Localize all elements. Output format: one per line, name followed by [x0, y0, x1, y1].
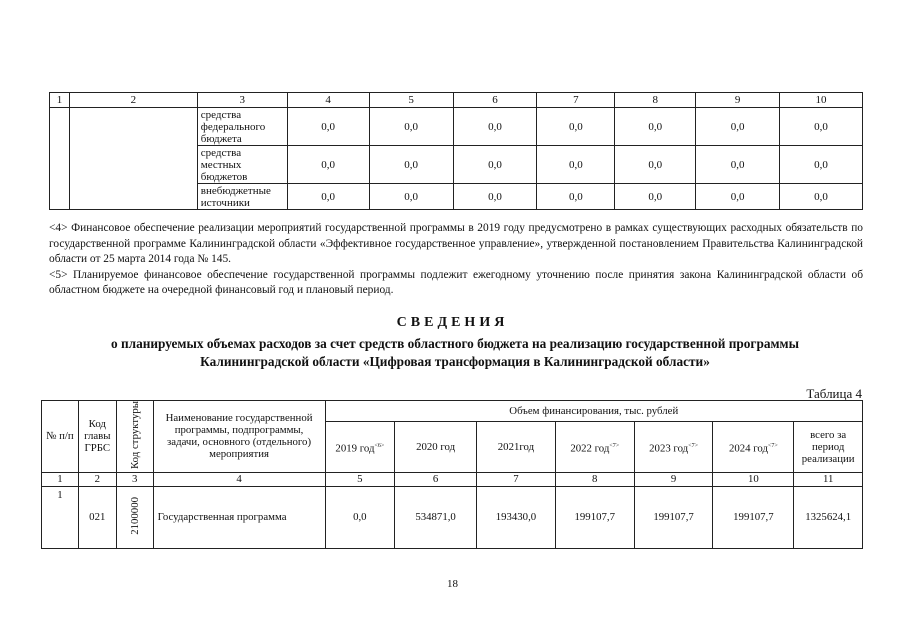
column-index: 9: [634, 472, 713, 486]
footnote-5: <5> Планируемое финансовое обеспечение государственной программы подлежит ежегодному уточнению после принятия закона Калининградской области об областном бюджете на очередной финансовый год и плановый период.: [49, 268, 863, 296]
header-total: всего за период реализации: [794, 422, 863, 473]
value-cell: 0,0: [696, 184, 780, 210]
source-cell: [197, 108, 287, 146]
row-value: 199107,7: [555, 486, 634, 548]
row-value: 1325624,1: [794, 486, 863, 548]
footnote-4: <4> Финансовое обеспечение реализации мероприятий государственной программы в 2019 году предусмотрено в рамках существующих расходных обязательств по государственной программе Калининградской области «Эффективное государственное управление», утвержденной постановлением Правительства Калининградской области от 25 марта 2014 года № 145.: [49, 222, 863, 265]
table-row: [42, 486, 863, 548]
value-cell: 0,0: [537, 184, 615, 210]
row-number: 1: [42, 486, 79, 548]
row-value: 193430,0: [477, 486, 556, 548]
column-number: 2: [69, 93, 197, 108]
header-year: 2021год: [477, 422, 556, 473]
source-line: местных: [200, 158, 242, 171]
source-line: средства: [200, 108, 242, 121]
table-label: Таблица 4: [806, 386, 862, 401]
column-number: 1: [50, 93, 70, 108]
header-program-name: Наименование государственной программы, подпрограммы, задачи, основного (отдельного) мероприятия: [153, 401, 325, 473]
column-index: 3: [116, 472, 153, 486]
column-number: 10: [780, 93, 863, 108]
column-index: 8: [555, 472, 634, 486]
index-row: [42, 472, 863, 486]
header-year: 2022 год$^{<7>}$: [555, 422, 634, 473]
financing-sources-table: [49, 92, 863, 210]
row-value: 534871,0: [395, 486, 477, 548]
empty-cell: [69, 108, 197, 210]
header-row: [42, 401, 863, 422]
header-number: № п/п: [42, 401, 79, 473]
header-year: 2023 год$^{<7>}$: [634, 422, 713, 473]
empty-cell: [50, 108, 70, 210]
value-cell: 0,0: [780, 108, 863, 146]
value-cell: 0,0: [287, 146, 369, 184]
column-number: 7: [537, 93, 615, 108]
source-cell: [197, 184, 287, 210]
row-grbs-code: 021: [78, 486, 116, 548]
row-structure-code-text: 2100000: [128, 497, 141, 535]
value-cell: 0,0: [696, 146, 780, 184]
column-number: 6: [453, 93, 537, 108]
value-cell: 0,0: [537, 108, 615, 146]
source-line: бюджетов: [200, 170, 248, 183]
column-index: 5: [325, 472, 395, 486]
value-cell: 0,0: [780, 184, 863, 210]
value-cell: 0,0: [287, 184, 369, 210]
document-heading: СВЕДЕНИЯ: [396, 315, 509, 330]
column-index: 6: [395, 472, 477, 486]
header-grbs-code: Код главы ГРБС: [78, 401, 116, 473]
value-cell: 0,0: [780, 146, 863, 184]
table-row: [50, 108, 863, 146]
source-cell: [197, 146, 287, 184]
value-cell: 0,0: [369, 146, 453, 184]
column-index: 2: [78, 472, 116, 486]
value-cell: 0,0: [615, 184, 696, 210]
source-line: внебюджетные: [200, 184, 271, 197]
source-line: бюджета: [200, 132, 242, 145]
column-number: 9: [696, 93, 780, 108]
column-number: 8: [615, 93, 696, 108]
header-financing-volume: Объем финансирования, тыс. рублей: [325, 401, 862, 422]
column-index: 11: [794, 472, 863, 486]
column-number: 3: [197, 93, 287, 108]
column-index: 7: [477, 472, 556, 486]
value-cell: 0,0: [537, 146, 615, 184]
header-year: 2024 год$^{<7>}$: [713, 422, 794, 473]
source-line: источники: [200, 196, 250, 209]
value-cell: 0,0: [369, 108, 453, 146]
page-number: 18: [447, 578, 458, 590]
source-line: федерального: [200, 120, 266, 133]
footnotes: [49, 221, 863, 299]
budget-expenditure-table: [41, 400, 863, 549]
value-cell: 0,0: [615, 146, 696, 184]
header-structure-code-text: Код структуры: [128, 401, 141, 469]
header-structure-code: [116, 401, 153, 473]
column-index: 10: [713, 472, 794, 486]
row-program-name: Государственная программа: [153, 486, 325, 548]
header-year: 2020 год: [395, 422, 477, 473]
column-number: 5: [369, 93, 453, 108]
value-cell: 0,0: [615, 108, 696, 146]
column-index: 1: [42, 472, 79, 486]
column-index: 4: [153, 472, 325, 486]
column-number: 4: [287, 93, 369, 108]
heading-subtitle-line1: о планируемых объемах расходов за счет средств областного бюджета на реализацию государственной программы: [110, 336, 799, 351]
value-cell: 0,0: [453, 108, 537, 146]
value-cell: 0,0: [287, 108, 369, 146]
header-year: 2019 год$^{<6>}$: [325, 422, 395, 473]
source-line: средства: [200, 146, 242, 159]
value-cell: 0,0: [453, 146, 537, 184]
row-value: 199107,7: [713, 486, 794, 548]
row-value: 199107,7: [634, 486, 713, 548]
heading-subtitle-line2: Калининградской области «Цифровая трансформация в Калининградской области»: [200, 354, 710, 369]
value-cell: 0,0: [696, 108, 780, 146]
header-row: [50, 93, 863, 108]
row-value: 0,0: [325, 486, 395, 548]
value-cell: 0,0: [369, 184, 453, 210]
row-structure-code: [116, 486, 153, 548]
value-cell: 0,0: [453, 184, 537, 210]
